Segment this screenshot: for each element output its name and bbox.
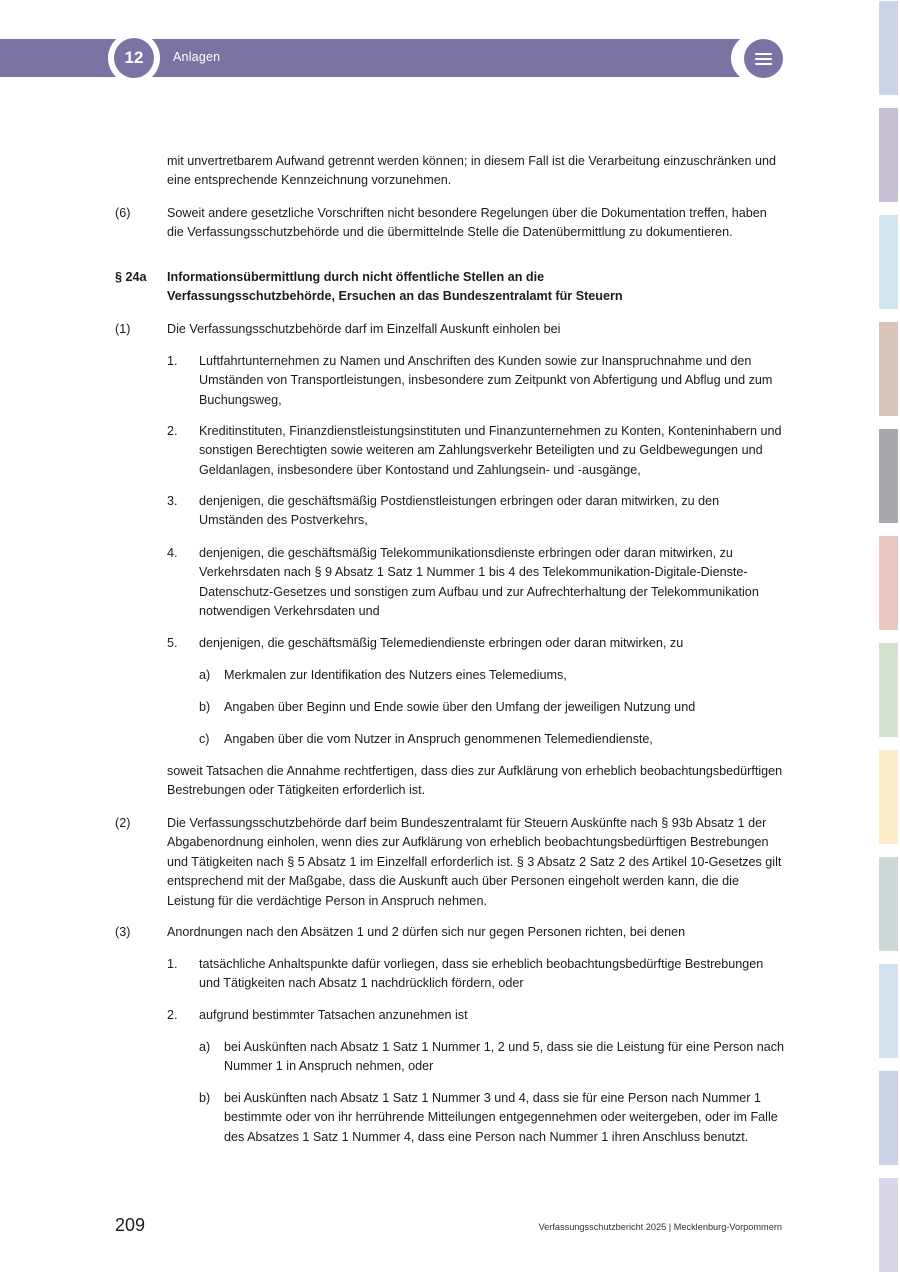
paragraph-number: (2) [115, 816, 131, 830]
side-tab-5[interactable] [879, 429, 898, 523]
side-tab-3[interactable] [879, 215, 898, 309]
sub-item-text: Angaben über Beginn und Ende sowie über den Umfang der jeweiligen Nutzung und [224, 700, 696, 714]
paragraph-text: Soweit andere gesetzliche Vorschriften nicht besondere Regelungen über die Dokumentation treffen, haben die Verfassungsschutzbehörde und die übermittelnde Stelle die Datenübermittlung zu dokumentieren. [167, 206, 767, 240]
section-title: Informationsübermittlung durch nicht öffentliche Stellen an die Verfassungsschutzbehörde, Ersuchen an das Bundeszentralamt für Steuern [167, 270, 623, 304]
paragraph-number: (1) [115, 322, 131, 336]
paragraph-number: (3) [115, 925, 131, 939]
paragraph-closing: soweit Tatsachen die Annahme rechtfertigen, dass dies zur Aufklärung von erheblich beobachtungsbedürftigen Bestrebungen oder Tätigkeiten erforderlich ist. [167, 764, 783, 798]
list-item-number: 5. [167, 636, 178, 650]
list-item-number: 2. [167, 1008, 178, 1022]
list-item-text: denjenigen, die geschäftsmäßig Telemediendienste erbringen oder daran mitwirken, zu [199, 636, 684, 650]
side-tab-6[interactable] [879, 536, 898, 630]
sub-item-letter: a) [199, 1040, 211, 1054]
side-tab-4[interactable] [879, 322, 898, 416]
side-tab-7[interactable] [879, 643, 898, 737]
side-tab-8[interactable] [879, 750, 898, 844]
chapter-title: Anlagen [173, 50, 221, 64]
paragraph-text: Die Verfassungsschutzbehörde darf beim Bundeszentralamt für Steuern Auskünfte nach § 93b Absatz 1 der Abgabenordnung einholen, wenn dies zur Aufklärung von erheblich beobachtungsbedürftigen Bestrebungen und Tätigkeiten nach § 5 Absatz 1 im Einzelfall erforderlich ist. § 3 Absatz 2 Satz 2 des Artikel 10-Gesetzes gilt entsprechend mit der Maßgabe, dass die Auskunft auch über Personen eingeholt werden kann, die die Leistung für die verdächtige Person in Anspruch nehmen. [167, 816, 782, 908]
sub-item-letter: b) [199, 700, 211, 714]
sub-item-text: bei Auskünften nach Absatz 1 Satz 1 Nummer 1, 2 und 5, dass sie die Leistung für eine Person nach Nummer 1 in Anspruch nehmen, oder [224, 1040, 785, 1074]
sub-item-letter: c) [199, 732, 210, 746]
list-item-number: 2. [167, 424, 178, 438]
side-tab-1[interactable] [879, 1, 898, 95]
list-item-text: denjenigen, die geschäftsmäßig Postdienstleistungen erbringen oder daran mitwirken, zu den Umständen des Postverkehrs, [199, 494, 720, 528]
chapter-number-badge: 12 [114, 38, 154, 78]
side-tab-2[interactable] [879, 108, 898, 202]
sub-item-letter: a) [199, 668, 211, 682]
list-item-text: Kreditinstituten, Finanzdienstleistungsinstituten und Finanzunternehmen zu Konten, Konteninhabern und sonstigen Berechtigten sowie weiteren am Zahlungsverkehr Beteiligten und zu Geldbewegungen und Geldanlagen, insbesondere über Kontostand und Zahlungsein- und -ausgänge, [199, 424, 782, 477]
side-tab-9[interactable] [879, 857, 898, 951]
list-item-text: Luftfahrtunternehmen zu Namen und Anschriften des Kunden sowie zur Inanspruchnahme und den Umständen von Transportleistungen, insbesondere zum Zeitpunkt von Abfertigung und Abflug und zum Buchungsweg, [199, 354, 773, 407]
paragraph-number: (6) [115, 206, 131, 220]
paragraph-text: Anordnungen nach den Absätzen 1 und 2 dürfen sich nur gegen Personen richten, bei denen [167, 925, 686, 939]
side-tab-12[interactable] [879, 1178, 898, 1272]
sub-item-text: Merkmalen zur Identifikation des Nutzers eines Telemediums, [224, 668, 567, 682]
paragraph-text: Die Verfassungsschutzbehörde darf im Einzelfall Auskunft einholen bei [167, 322, 561, 336]
list-item-text: tatsächliche Anhaltspunkte dafür vorliegen, dass sie erheblich beobachtungsbedürftige Bestrebungen und Tätigkeiten nach Absatz 1 nachdrücklich fördern, oder [199, 957, 764, 991]
section-number: § 24a [115, 270, 147, 284]
page-number: 209 [115, 1215, 146, 1235]
list-item-number: 1. [167, 957, 178, 971]
side-tab-11[interactable] [879, 1071, 898, 1165]
list-item-text: aufgrund bestimmter Tatsachen anzunehmen ist [199, 1008, 468, 1022]
paragraph-continuation: mit unvertretbarem Aufwand getrennt werden können; in diesem Fall ist die Verarbeitung einzuschränken und eine entsprechende Kennzeichnung vorzunehmen. [167, 154, 777, 188]
sub-item-letter: b) [199, 1091, 211, 1105]
hamburger-menu-icon[interactable] [744, 39, 783, 78]
sub-item-text: Angaben über die vom Nutzer in Anspruch genommenen Telemediendienste, [224, 732, 653, 746]
list-item-text: denjenigen, die geschäftsmäßig Telekommunikationsdienste erbringen oder daran mitwirken, zu Verkehrsdaten nach § 9 Absatz 1 Satz 1 Nummer 1 bis 4 des Telekommunikation-Digitale-Dienste-Datenschutz-Gesetzes und sonstigen zum Aufbau und zur Aufrechterhaltung der Telekommunikation notwendigen Verkehrsdaten und [199, 546, 759, 619]
footer-publication: Verfassungsschutzbericht 2025 | Mecklenburg-Vorpommern [538, 1222, 782, 1232]
list-item-number: 1. [167, 354, 178, 368]
list-item-number: 3. [167, 494, 178, 508]
list-item-number: 4. [167, 546, 178, 560]
side-tab-10[interactable] [879, 964, 898, 1058]
sub-item-text: bei Auskünften nach Absatz 1 Satz 1 Nummer 3 und 4, dass sie für eine Person nach Nummer 1 bestimmte oder von ihr herrührende Mitteilungen entgegennehmen oder weitergeben, oder im Falle des Absatzes 1 Satz 1 Nummer 4, dass eine Person nach Nummer 1 ihren Anschluss benutzt. [224, 1091, 778, 1144]
